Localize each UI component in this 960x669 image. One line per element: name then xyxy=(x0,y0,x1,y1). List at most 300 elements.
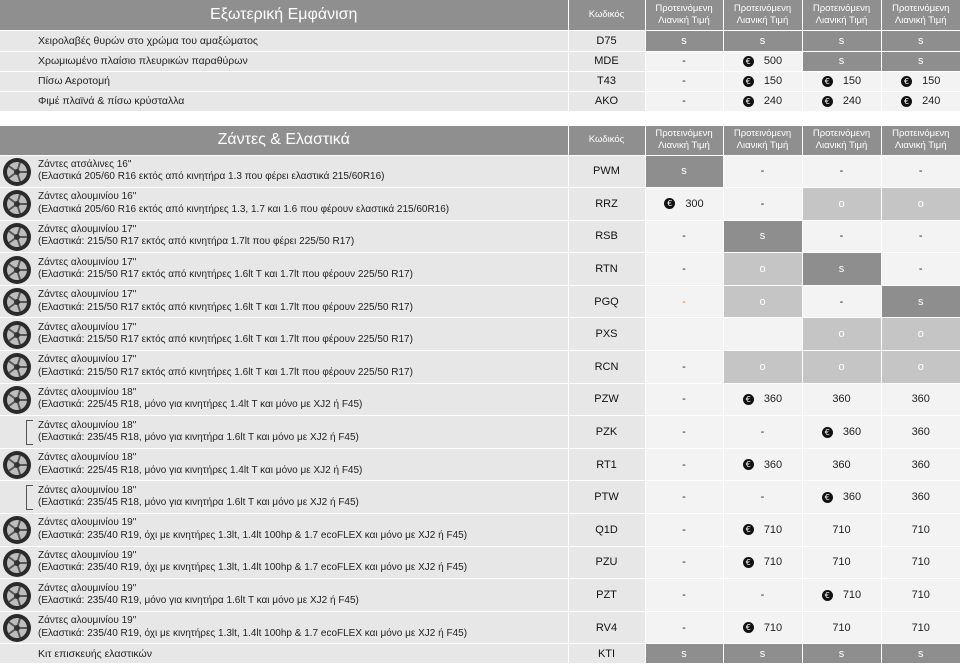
price-value: - xyxy=(682,55,686,67)
price-cell xyxy=(802,351,881,384)
price-cell xyxy=(802,514,881,547)
price-value: - xyxy=(682,523,686,536)
price-cell xyxy=(802,253,881,286)
wheel-description xyxy=(0,514,568,547)
price-value: 240 xyxy=(922,95,941,107)
option-code: RSB xyxy=(568,220,645,253)
price-value: s xyxy=(838,55,845,67)
wheel-name: Ζάντες αλουμινίου 19" xyxy=(38,517,137,529)
price-cell xyxy=(881,416,960,449)
price-value: 500 xyxy=(763,55,783,67)
wheel-name: Ζάντες αλουμινίου 19" xyxy=(38,615,137,627)
price-value: - xyxy=(682,75,686,87)
option-code: T43 xyxy=(568,71,645,91)
wheel-option-row xyxy=(0,448,960,481)
price-header-line2: Λιανική Τιμή xyxy=(815,14,868,26)
wheel-name: Ζάντες αλουμινίου 16" xyxy=(38,191,137,203)
price-column-header xyxy=(802,0,881,30)
wheel-option-row xyxy=(0,351,960,384)
price-value: 360 xyxy=(911,491,930,504)
price-cell xyxy=(645,220,723,253)
price-value: 360 xyxy=(763,458,783,471)
tire-spec: (Ελαστικά: 235/40 R19, όχι με κινητήρες 1.3lt, 1.4lt 100hp & 1.7 ecoFLEX και μόνο με XJ2 ή F45) xyxy=(38,529,468,541)
price-cell xyxy=(881,351,960,384)
price-value: - xyxy=(760,197,765,210)
price-value: - xyxy=(918,230,923,243)
wheel-rim-icon xyxy=(2,352,32,382)
price-cell xyxy=(723,546,802,579)
price-value: - xyxy=(682,95,686,107)
price-value: 710 xyxy=(911,621,930,634)
price-value: o xyxy=(917,360,924,373)
price-cell xyxy=(802,416,881,449)
tire-spec: (Ελαστικά: 215/50 R17 εκτός από κινητήρες 1.6lt T και 1.7lt που φέρουν 225/50 R17) xyxy=(38,366,413,378)
price-cell xyxy=(645,351,723,384)
wheel-description xyxy=(0,416,568,449)
price-value: o xyxy=(838,360,845,373)
price-cell xyxy=(723,448,802,481)
price-cell xyxy=(881,188,960,221)
price-value: - xyxy=(839,295,844,308)
wheel-description xyxy=(0,481,568,514)
price-header-line1: Προτεινόμενη xyxy=(892,2,950,14)
price-cell xyxy=(881,91,960,111)
option-description: Χειρολαβές θυρών στο χρώμα του αμαξώματος xyxy=(0,30,568,51)
price-value: 360 xyxy=(832,458,851,471)
wheels-tires-table xyxy=(0,126,960,664)
price-header-line2: Λιανική Τιμή xyxy=(894,140,947,152)
price-cell xyxy=(723,188,802,221)
price-cell xyxy=(802,644,881,664)
code-column-header: Κωδικός xyxy=(568,0,645,30)
price-cell xyxy=(802,71,881,91)
wheel-option-row xyxy=(0,253,960,286)
option-code: PZW xyxy=(568,383,645,416)
price-cell xyxy=(881,448,960,481)
price-value: 360 xyxy=(911,458,930,471)
price-value: - xyxy=(682,393,686,406)
option-code: AKO xyxy=(568,91,645,111)
price-cell xyxy=(723,611,802,644)
euro-icon: € xyxy=(743,96,754,107)
euro-icon: € xyxy=(901,96,912,107)
price-header-line2: Λιανική Τιμή xyxy=(894,14,947,26)
wheel-option-row xyxy=(0,285,960,318)
option-code: MDE xyxy=(568,51,645,71)
wheel-description xyxy=(0,188,568,221)
price-value: - xyxy=(682,263,686,276)
exterior-options-table xyxy=(0,0,960,112)
wheel-name: Ζάντες αλουμινίου 19" xyxy=(38,549,137,561)
price-cell xyxy=(723,351,802,384)
wheel-option-row xyxy=(0,188,960,221)
option-description: Κιτ επισκευής ελαστικών xyxy=(0,644,568,664)
price-cell xyxy=(645,30,723,51)
price-cell xyxy=(645,448,723,481)
price-header-line2: Λιανική Τιμή xyxy=(815,140,868,152)
price-cell xyxy=(802,481,881,514)
option-row xyxy=(0,91,960,111)
option-code: PGQ xyxy=(568,285,645,318)
price-value: s xyxy=(918,55,924,67)
wheel-name: Ζάντες αλουμινίου 18" xyxy=(38,452,137,464)
price-cell xyxy=(645,91,723,111)
price-header-line2: Λιανική Τιμή xyxy=(736,14,789,26)
euro-icon: € xyxy=(822,76,833,87)
price-value: o xyxy=(759,263,766,276)
table-header-row xyxy=(0,0,960,30)
wheel-description xyxy=(0,351,568,384)
wheel-name: Ζάντες αλουμινίου 17" xyxy=(38,223,137,235)
table-title: Εξωτερική Εμφάνιση xyxy=(0,0,568,30)
price-cell xyxy=(802,30,881,51)
footer-row xyxy=(0,644,960,664)
price-cell xyxy=(723,71,802,91)
wheel-description xyxy=(0,383,568,416)
price-value: 300 xyxy=(685,197,704,210)
option-code: RT1 xyxy=(568,448,645,481)
price-column-header xyxy=(723,126,802,155)
wheel-rim-icon xyxy=(2,287,32,317)
wheel-rim-icon xyxy=(2,515,32,545)
euro-icon: € xyxy=(822,427,833,438)
price-cell xyxy=(881,383,960,416)
price-cell xyxy=(723,30,802,51)
price-value: o xyxy=(838,328,845,341)
price-value: 240 xyxy=(763,95,783,107)
price-value: 360 xyxy=(763,393,783,406)
price-cell xyxy=(723,514,802,547)
wheel-option-row xyxy=(0,318,960,351)
price-value: 710 xyxy=(832,523,851,536)
price-cell xyxy=(723,91,802,111)
bracket-line xyxy=(26,420,33,445)
euro-icon: € xyxy=(822,590,833,601)
tire-spec: (Ελαστικά: 235/45 R18, μόνο για κινητήρα 1.6lt T και μόνο με XJ2 ή F45) xyxy=(38,432,359,444)
price-cell xyxy=(645,514,723,547)
tire-spec: (Ελαστικά 205/60 R16 εκτός από κινητήρα 1.3 που φέρει ελαστικά 215/60R16) xyxy=(38,171,385,183)
price-value: s xyxy=(681,34,687,47)
price-cell xyxy=(645,416,723,449)
price-value: 360 xyxy=(832,393,851,406)
price-cell xyxy=(881,51,960,71)
price-cell xyxy=(645,51,723,71)
wheel-rim-icon xyxy=(2,320,32,350)
wheel-rim-icon xyxy=(2,613,32,643)
price-cell xyxy=(881,644,960,664)
price-column-header xyxy=(645,126,723,155)
price-value: 710 xyxy=(911,523,930,536)
option-code: RTN xyxy=(568,253,645,286)
price-cell xyxy=(881,155,960,188)
price-value: - xyxy=(760,426,765,439)
price-value: - xyxy=(682,491,686,504)
euro-icon: € xyxy=(743,524,754,535)
wheel-option-row xyxy=(0,546,960,579)
price-cell xyxy=(881,285,960,318)
price-value: - xyxy=(682,621,686,634)
wheel-description xyxy=(0,155,568,188)
price-cell xyxy=(645,579,723,612)
price-header-line1: Προτεινόμενη xyxy=(655,128,713,140)
wheel-name: Ζάντες αλουμινίου 17" xyxy=(38,321,137,333)
price-header-line2: Λιανική Τιμή xyxy=(658,140,710,152)
price-value: 150 xyxy=(922,75,941,87)
price-header-line1: Προτεινόμενη xyxy=(812,2,871,14)
price-header-line1: Προτεινόμενη xyxy=(733,2,792,14)
price-value: 150 xyxy=(763,75,783,87)
price-column-header xyxy=(881,126,960,155)
price-value: - xyxy=(682,230,686,243)
price-cell xyxy=(645,546,723,579)
tire-spec: (Ελαστικά: 215/50 R17 εκτός από κινητήρες 1.6lt T και 1.7lt που φέρουν 225/50 R17) xyxy=(38,334,413,346)
wheel-name: Ζάντες ατσάλινες 16" xyxy=(38,158,132,170)
price-header-line2: Λιανική Τιμή xyxy=(658,14,710,26)
price-cell xyxy=(645,383,723,416)
option-code: RRZ xyxy=(568,188,645,221)
wheel-rim-icon xyxy=(2,581,32,611)
price-cell xyxy=(645,155,723,188)
wheel-option-row xyxy=(0,155,960,188)
price-value: 710 xyxy=(832,621,851,634)
price-cell xyxy=(723,285,802,318)
price-value: - xyxy=(760,165,765,178)
price-cell xyxy=(802,383,881,416)
price-value: 360 xyxy=(842,491,862,504)
price-value: 710 xyxy=(763,621,783,634)
price-header-line1: Προτεινόμενη xyxy=(812,128,871,140)
price-cell xyxy=(881,318,960,351)
price-cell xyxy=(802,285,881,318)
price-cell xyxy=(723,220,802,253)
tire-spec: (Ελαστικά: 215/50 R17 εκτός από κινητήρα 1.7lt που φέρει 225/50 R17) xyxy=(38,236,355,248)
price-cell xyxy=(723,644,802,664)
option-code: PWM xyxy=(568,155,645,188)
euro-icon: € xyxy=(822,96,833,107)
wheel-description xyxy=(0,253,568,286)
wheel-rim-icon xyxy=(2,548,32,578)
price-value: 710 xyxy=(911,556,930,569)
wheel-description xyxy=(0,546,568,579)
price-column-header xyxy=(881,0,960,30)
price-cell xyxy=(645,71,723,91)
option-code: D75 xyxy=(568,30,645,51)
price-value: s xyxy=(838,647,845,660)
price-cell xyxy=(723,318,802,351)
price-column-header xyxy=(802,126,881,155)
price-value: - xyxy=(839,230,844,243)
price-value: - xyxy=(682,360,686,373)
price-cell xyxy=(802,51,881,71)
price-value: 360 xyxy=(911,426,930,439)
price-value: s xyxy=(838,263,845,276)
price-value: o xyxy=(759,295,766,308)
price-cell xyxy=(881,481,960,514)
price-cell xyxy=(881,220,960,253)
euro-icon: € xyxy=(743,56,754,67)
tire-spec: (Ελαστικά: 235/40 R19, όχι με κινητήρες 1.3lt, 1.4lt 100hp & 1.7 ecoFLEX και μόνο με XJ2 ή F45) xyxy=(38,627,468,639)
price-value: - xyxy=(918,165,923,178)
wheel-option-row xyxy=(0,416,960,449)
tire-spec: (Ελαστικά: 235/45 R18, μόνο για κινητήρα 1.6lt T και μόνο με XJ2 ή F45) xyxy=(38,497,359,509)
price-value: - xyxy=(682,426,686,439)
price-cell xyxy=(881,30,960,51)
price-value: 360 xyxy=(911,393,930,406)
price-value: s xyxy=(759,647,766,660)
price-value: - xyxy=(760,589,765,602)
option-code: KTI xyxy=(568,644,645,664)
option-row xyxy=(0,71,960,91)
price-value: 710 xyxy=(832,556,851,569)
tire-spec: (Ελαστικά: 225/45 R18, μόνο για κινητήρες 1.4lt T και μόνο με XJ2 ή F45) xyxy=(38,399,363,411)
price-cell xyxy=(723,51,802,71)
wheel-name: Ζάντες αλουμινίου 17" xyxy=(38,289,137,301)
price-value: s xyxy=(918,34,924,47)
price-cell xyxy=(881,546,960,579)
price-cell xyxy=(723,155,802,188)
price-value: - xyxy=(682,556,686,569)
price-value: s xyxy=(681,165,687,178)
euro-icon: € xyxy=(901,76,912,87)
bracket-line xyxy=(26,485,33,510)
option-row xyxy=(0,51,960,71)
option-code: PTW xyxy=(568,481,645,514)
price-cell xyxy=(645,318,723,351)
price-cell xyxy=(723,416,802,449)
option-code: PXS xyxy=(568,318,645,351)
price-value: 710 xyxy=(763,556,783,569)
price-value: - xyxy=(682,458,686,471)
price-cell xyxy=(645,253,723,286)
wheel-name: Ζάντες αλουμινίου 17" xyxy=(38,354,137,366)
tire-spec: (Ελαστικά: 225/45 R18, μόνο για κινητήρες 1.4lt T και μόνο με XJ2 ή F45) xyxy=(38,464,363,476)
price-header-line1: Προτεινόμενη xyxy=(655,2,713,14)
price-value: 710 xyxy=(763,523,783,536)
price-value: s xyxy=(918,647,924,660)
tire-spec: (Ελαστικά 205/60 R16 εκτός από κινητήρες 1.3, 1.7 και 1.6 που φέρουν ελαστικά 215/60R16) xyxy=(38,203,450,215)
euro-icon: € xyxy=(664,198,675,209)
price-value: 240 xyxy=(842,95,862,107)
wheel-option-row xyxy=(0,383,960,416)
tire-spec: (Ελαστικά: 215/50 R17 εκτός από κινητήρες 1.6lt T και 1.7lt που φέρουν 225/50 R17) xyxy=(38,269,413,281)
price-cell xyxy=(802,546,881,579)
price-cell xyxy=(723,253,802,286)
euro-icon: € xyxy=(743,76,754,87)
wheel-rim-icon xyxy=(2,255,32,285)
wheel-description xyxy=(0,318,568,351)
price-value: 150 xyxy=(842,75,862,87)
price-cell xyxy=(881,253,960,286)
option-code: PZK xyxy=(568,416,645,449)
price-cell xyxy=(881,611,960,644)
wheel-rim-icon xyxy=(2,157,32,187)
price-value: o xyxy=(759,360,766,373)
price-header-line1: Προτεινόμενη xyxy=(733,128,792,140)
price-cell xyxy=(802,155,881,188)
option-row xyxy=(0,30,960,51)
price-value: o xyxy=(838,197,845,210)
price-value: s xyxy=(759,230,766,243)
price-cell xyxy=(645,285,723,318)
wheel-option-row xyxy=(0,220,960,253)
price-cell xyxy=(881,514,960,547)
wheel-option-row xyxy=(0,481,960,514)
euro-icon: € xyxy=(743,557,754,568)
euro-icon: € xyxy=(743,459,754,470)
tire-spec: (Ελαστικά: 235/40 R19, όχι με κινητήρες 1.3lt, 1.4lt 100hp & 1.7 ecoFLEX και μόνο με XJ2 ή F45) xyxy=(38,562,468,574)
price-cell xyxy=(802,579,881,612)
wheel-description xyxy=(0,611,568,644)
wheel-option-row xyxy=(0,611,960,644)
price-cell xyxy=(645,644,723,664)
price-value: 710 xyxy=(842,589,862,602)
tire-spec: (Ελαστικά: 215/50 R17 εκτός από κινητήρες 1.6lt T και 1.7lt που φέρουν 225/50 R17) xyxy=(38,301,413,313)
option-code: PZU xyxy=(568,546,645,579)
price-cell xyxy=(645,188,723,221)
option-description: Χρωμιωμένο πλαίσιο πλευρικών παραθύρων xyxy=(0,51,568,71)
price-value: s xyxy=(918,295,924,308)
wheel-option-row xyxy=(0,579,960,612)
price-value: - xyxy=(682,589,686,602)
price-header-line1: Προτεινόμενη xyxy=(892,128,950,140)
price-cell xyxy=(723,481,802,514)
price-cell xyxy=(723,579,802,612)
option-code: Q1D xyxy=(568,514,645,547)
euro-icon: € xyxy=(743,394,754,405)
code-column-header: Κωδικός xyxy=(568,126,645,155)
option-code: RCN xyxy=(568,351,645,384)
price-cell xyxy=(645,481,723,514)
price-value: - xyxy=(760,491,765,504)
wheel-name: Ζάντες αλουμινίου 18" xyxy=(38,419,137,431)
wheel-rim-icon xyxy=(2,450,32,480)
tire-spec: (Ελαστικά: 235/40 R19, μόνο για κινητήρα 1.6lt T και μόνο με XJ2 ή F45) xyxy=(38,595,359,607)
price-value: - xyxy=(682,295,686,308)
price-cell xyxy=(802,220,881,253)
price-value: o xyxy=(917,197,924,210)
option-description: Πίσω Αεροτομή xyxy=(0,71,568,91)
wheel-rim-icon xyxy=(2,222,32,252)
table-title: Ζάντες & Ελαστικά xyxy=(0,126,568,155)
wheel-name: Ζάντες αλουμινίου 18" xyxy=(38,484,137,496)
wheel-option-row xyxy=(0,514,960,547)
price-column-header xyxy=(645,0,723,30)
price-value: 710 xyxy=(911,589,930,602)
price-value: - xyxy=(839,165,844,178)
price-cell xyxy=(881,579,960,612)
price-cell xyxy=(802,318,881,351)
table-header-row xyxy=(0,126,960,155)
wheel-description xyxy=(0,448,568,481)
wheel-description xyxy=(0,285,568,318)
option-description: Φιμέ πλαϊνά & πίσω κρύσταλλα xyxy=(0,91,568,111)
option-code: RV4 xyxy=(568,611,645,644)
wheel-name: Ζάντες αλουμινίου 18" xyxy=(38,386,137,398)
euro-icon: € xyxy=(822,492,833,503)
price-header-line2: Λιανική Τιμή xyxy=(736,140,789,152)
price-value: 360 xyxy=(842,426,862,439)
price-value: s xyxy=(759,34,766,47)
option-code: PZT xyxy=(568,579,645,612)
price-column-header xyxy=(723,0,802,30)
wheel-description xyxy=(0,579,568,612)
price-cell xyxy=(881,71,960,91)
wheel-name: Ζάντες αλουμινίου 17" xyxy=(38,256,137,268)
price-value: o xyxy=(917,328,924,341)
price-cell xyxy=(802,611,881,644)
price-value: - xyxy=(918,263,923,276)
price-cell xyxy=(723,383,802,416)
